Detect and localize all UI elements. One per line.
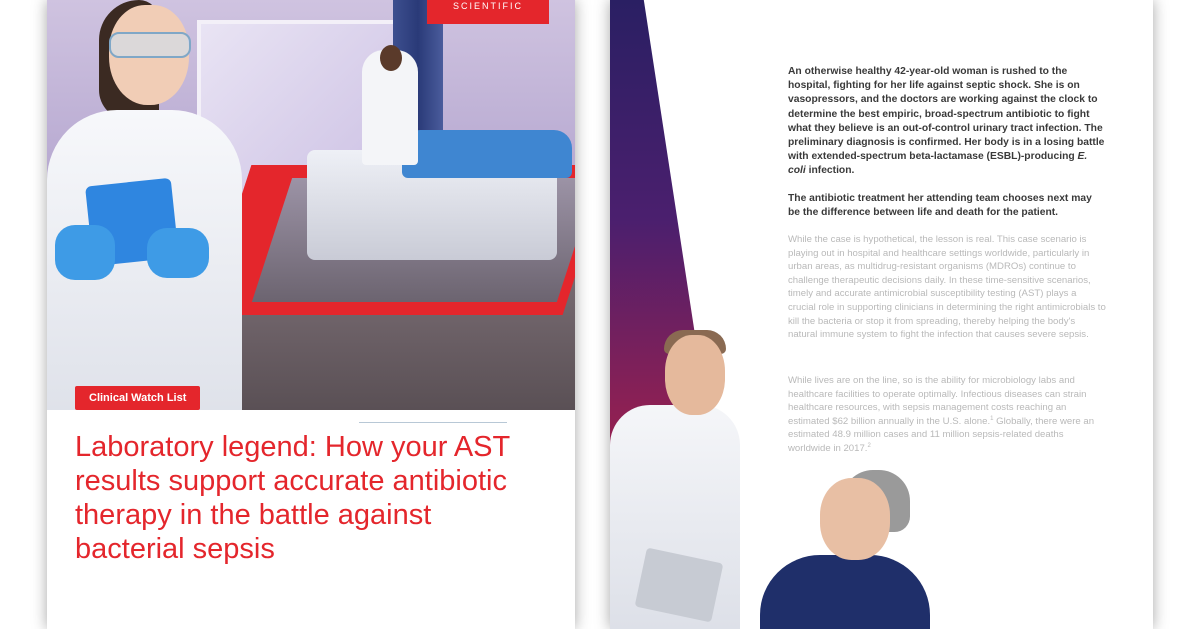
blue-glove-left — [55, 225, 115, 280]
clinical-watch-list-tag: Clinical Watch List — [75, 386, 200, 410]
intro-paragraph — [788, 65, 1106, 179]
patient-body — [760, 555, 930, 629]
doctor-face — [665, 335, 725, 415]
right-page — [610, 0, 1153, 629]
footnote-ref-2: 2 — [867, 442, 871, 449]
footnote-ref-1: 1 — [990, 415, 994, 422]
body-paragraph-1: While the case is hypothetical, the lesson is real. This case scenario is playing out in hospital and healthcare settings worldwide, particularly in urban areas, as multidrug-resistant organisms (MDROs) continue to challenge therapeutic decisions daily. In these time-sensitive scenarios, timely and accurate antimicrobial susceptibility testing (AST) plays a crucial role in supporting clinicians in determining the right antimicrobials to kill the bacteria or stop it from spreading, thereby helping the body's natural immune system to fight the infection that causes severe sepsis. — [788, 234, 1106, 341]
left-page — [47, 0, 575, 629]
intro-italic-organism: E. coli — [788, 151, 1088, 177]
para2-text-2: Globally, there were an estimated 48.9 million cases and 11 million sepsis-related deaths worldwide in 2017. — [788, 415, 1095, 454]
patient-face — [820, 478, 890, 560]
divider-rule — [359, 422, 507, 423]
page-headline: Laboratory legend: How your AST results support accurate antibiotic therapy in the battle against bacterial sepsis — [75, 431, 510, 565]
doctor-head — [380, 45, 402, 71]
para2-text: While lives are on the line, so is the ability for microbiology labs and healthcare facilities to operate optimally. Infectious diseases can strain healthcare resources, with sepsis management costs reaching an estimated $62 billion annually in the U.S. alone. — [788, 375, 1087, 427]
brand-logo — [427, 0, 549, 24]
intro-text-end: infection. — [805, 165, 855, 177]
patient-blanket — [402, 130, 572, 178]
logo-text: SCIENTIFIC — [452, 1, 523, 11]
hero-photo-lab-scientist-hospital-room — [47, 0, 575, 410]
intro-text: An otherwise healthy 42-year-old woman is rushed to the hospital, fighting for her life against septic shock. She is on vasopressors, and the doctors are working against the clock to determine the best empiric, broad-spectrum antibiotic to fight what they believe is an out-of-control urinary tract infection. The preliminary diagnosis is confirmed. Her body is in a losing battle with extended-spectrum beta-lactamase (ESBL)-producing — [788, 66, 1105, 163]
decision-paragraph: The antibiotic treatment her attending team chooses next may be the difference between life and death for the patient. — [788, 193, 1092, 219]
body-paragraph-2 — [788, 374, 1106, 456]
safety-goggles — [109, 32, 191, 58]
blue-glove-right — [147, 228, 209, 278]
